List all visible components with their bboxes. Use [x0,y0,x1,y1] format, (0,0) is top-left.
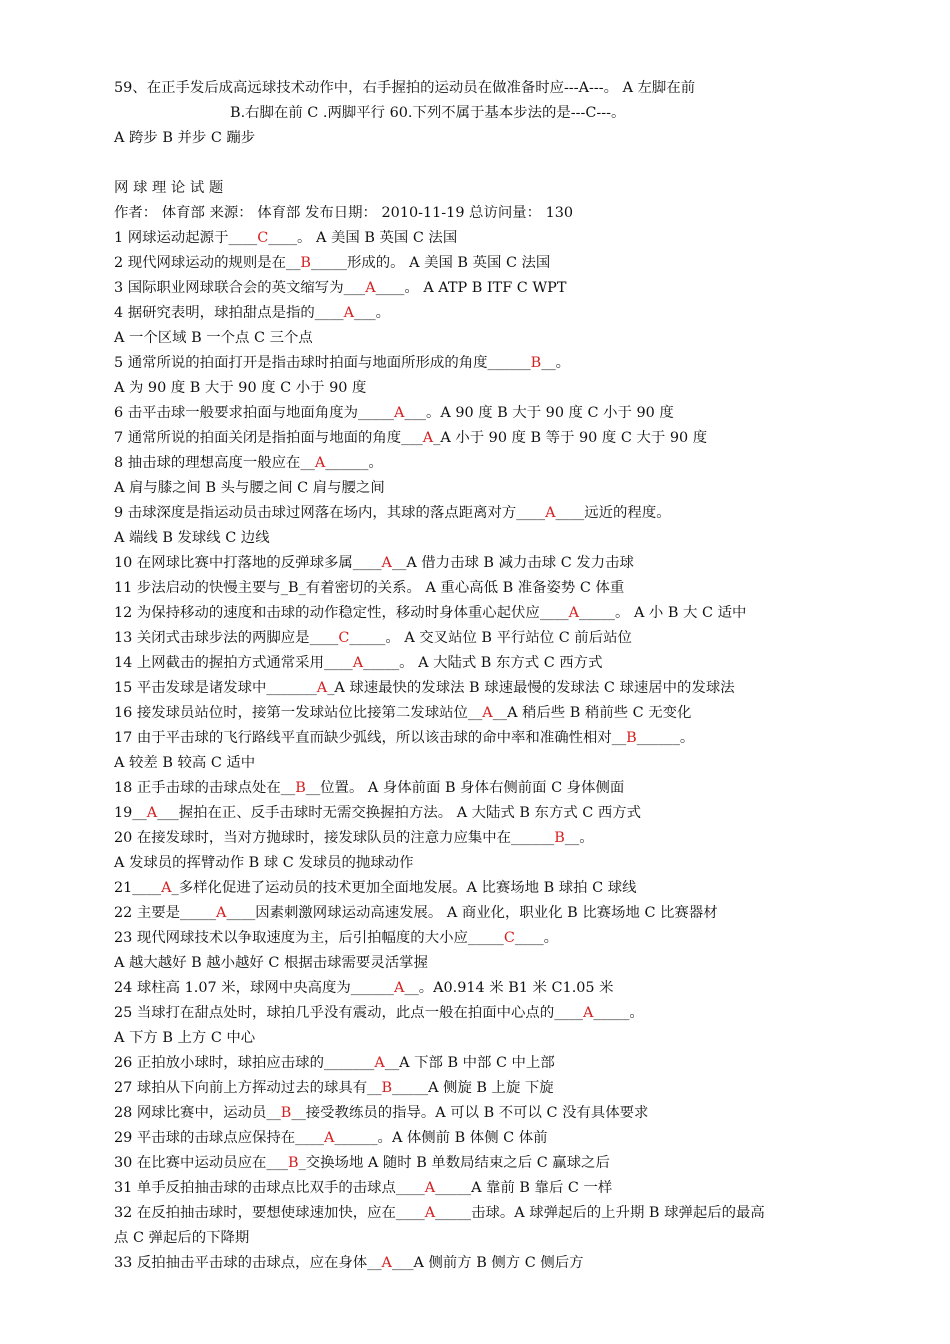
line-text: ______。A 体侧前 B 体侧 C 体前 [334,1130,548,1146]
line-text: 31 单手反拍抽击球的击球点比双手的击球点____ [114,1180,425,1196]
line-text: 24 球柱高 1.07 米，球网中央高度为______ [114,980,394,996]
line-text: 20 在接发球时，当对方抛球时，接发球队员的注意力应集中在______ [114,830,555,846]
answer-mark: A [381,1255,392,1271]
line-text: 30 在比赛中运动员应在___ [114,1155,288,1171]
answer-mark: C [338,630,350,646]
line-text: 23 现代网球技术以争取速度为主，后引拍幅度的大小应_____ [114,930,504,946]
text-line [114,728,694,748]
text-line [114,653,602,673]
answer-mark: A [314,455,326,471]
line-text: 11 步法启动的快慢主要与_B_有着密切的关系。 A 重心高低 B 准备姿势 C 体重 [114,580,625,596]
text-line [114,703,691,723]
line-text: _交换场地 A 随时 B 单数局结束之后 C 赢球之后 [298,1155,610,1171]
answer-mark: A [146,805,158,821]
line-text: 9 击球深度是指运动员击球过网落在场内，其球的落点距离对方____ [114,505,546,521]
line-text: 6 击平击球一般要求拍面与地面角度为_____ [114,405,394,421]
answer-mark: A [316,680,328,696]
text-line [114,1128,548,1148]
line-text: ___。 [354,305,390,321]
answer-mark: B [554,830,565,846]
line-text: ______。 [636,730,695,746]
line-text: ____因素刺激网球运动高速发展。 A 商业化，职业化 B 比赛场地 C 比赛器材 [226,905,718,921]
line-text: 29 平击球的击球点应保持在____ [114,1130,324,1146]
answer-mark: B [530,355,542,371]
line-text: 59、在正手发后成高远球技术动作中，右手握拍的运动员在做准备时应---A---。 A 左脚在前 [114,80,696,96]
line-text: __。 [564,830,594,846]
line-text: 26 正拍放小球时，球拍应击球的_______ [114,1055,375,1071]
line-text: 网 球 理 论 试 题 [114,180,224,196]
text-line [114,1028,255,1048]
answer-mark: A [393,405,405,421]
text-line [114,328,313,348]
line-text: A 发球员的挥臂动作 B 球 C 发球员的抛球动作 [114,855,414,871]
text-line [114,603,746,623]
text-line [114,903,718,923]
line-text: __位置。 A 身体前面 B 身体右侧前面 C 身体侧面 [305,780,625,796]
answer-mark: A [352,655,364,671]
text-line [114,228,457,248]
answer-mark: B [626,730,637,746]
text-line [114,503,671,523]
line-text: _____A 侧旋 B 上旋 下旋 [392,1080,554,1096]
line-text: 14 上网截击的握拍方式通常采用____ [114,655,353,671]
text-line [114,528,270,548]
answer-mark: C [503,930,515,946]
line-text: 2 现代网球运动的规则是在__ [114,255,301,271]
answer-mark: A [583,1005,594,1021]
answer-mark: A [381,555,392,571]
text-line [114,1203,765,1223]
answer-mark: A [161,880,172,896]
answer-mark: B [288,1155,299,1171]
text-line [114,1103,648,1123]
line-text: __接受教练员的指导。A 可以 B 不可以 C 没有具体要求 [291,1105,649,1121]
text-line [114,1153,610,1173]
line-text: A 较差 B 较高 C 适中 [114,755,256,771]
line-text: _____。 A 小 B 大 C 适中 [579,605,747,621]
text-line [114,1178,612,1198]
line-text: ____。 [514,930,559,946]
line-text: _A 球速最快的发球法 B 球速最慢的发球法 C 球速居中的发球法 [327,680,735,696]
text-line [114,553,634,573]
text-line [114,353,570,373]
answer-mark: A [422,430,434,446]
answer-mark: A [482,705,493,721]
text-line [114,203,573,223]
text-line [114,428,707,448]
line-text: 1 网球运动起源于____ [114,230,258,246]
line-text: 10 在网球比赛中打落地的反弹球多属____ [114,555,382,571]
line-text: 17 由于平击球的飞行路线平直而缺少弧线，所以该击球的命中率和准确性相对__ [114,730,627,746]
text-line [114,278,566,298]
answer-mark: B [381,1080,393,1096]
text-line [114,828,594,848]
line-text: 18 正手击球的击球点处在__ [114,780,296,796]
text-line [230,103,625,123]
text-line [114,628,632,648]
text-line [114,378,366,398]
line-text: _____A 靠前 B 靠后 C 一样 [435,1180,613,1196]
answer-mark: A [568,605,580,621]
line-text: 3 国际职业网球联合会的英文缩写为___ [114,280,366,296]
line-text: 点 C 弹起后的下降期 [114,1230,250,1246]
text-line [114,978,614,998]
line-text: __A 借力击球 B 减力击球 C 发力击球 [391,555,634,571]
line-text: 作者： 体育部 来源： 体育部 发布日期： 2010-11-19 总访问量： 130 [114,205,574,221]
line-text: A 跨步 B 并步 C 蹦步 [114,130,256,146]
text-line [114,853,414,873]
line-text: __A 下部 B 中部 C 中上部 [384,1055,555,1071]
line-text: _____形成的。 A 美国 B 英国 C 法国 [311,255,551,271]
line-text: 13 关闭式击球步法的两脚应是____ [114,630,339,646]
answer-mark: B [300,255,311,271]
text-line [114,1003,644,1023]
line-text: 12 为保持移动的速度和击球的动作稳定性，移动时身体重心起伏应____ [114,605,569,621]
line-text: 8 抽击球的理想高度一般应在__ [114,455,315,471]
line-text: A 下方 B 上方 C 中心 [114,1030,256,1046]
line-text: _____。 A 大陆式 B 东方式 C 西方式 [363,655,603,671]
text-line [114,578,624,598]
answer-mark: A [323,1130,335,1146]
line-text: 27 球拍从下向前上方挥动过去的球具有__ [114,1080,382,1096]
answer-mark: C [257,230,269,246]
answer-mark: A [374,1055,385,1071]
line-text: 22 主要是_____ [114,905,217,921]
line-text: ______。 [325,455,383,471]
line-text: ___。A 90 度 B 大于 90 度 C 小于 90 度 [404,405,674,421]
line-text: ____远近的程度。 [555,505,671,521]
answer-mark: A [365,280,376,296]
line-text: A 一个区域 B 一个点 C 三个点 [114,330,313,346]
line-text: 7 通常所说的拍面关闭是指拍面与地面的角度___ [114,430,423,446]
line-text: ____。 A 美国 B 英国 C 法国 [268,230,458,246]
text-line [114,128,255,148]
answer-mark: A [545,505,556,521]
line-text: _____。 [593,1005,644,1021]
line-text: A 越大越好 B 越小越好 C 根据击球需要灵活掌握 [114,955,428,971]
line-text: ___A 侧前方 B 侧方 C 侧后方 [391,1255,584,1271]
text-line [114,1053,555,1073]
answer-mark: B [280,1105,292,1121]
text-line [114,253,550,273]
text-line [114,928,558,948]
text-line [114,803,641,823]
line-text: _多样化促进了运动员的技术更加全面地发展。A 比赛场地 B 球拍 C 球线 [171,880,637,896]
line-text: 19__ [114,805,147,821]
text-line [114,78,695,98]
line-text: 25 当球打在甜点处时，球拍几乎没有震动，此点一般在拍面中心点的____ [114,1005,583,1021]
text-line [114,403,674,423]
line-text: 5 通常所说的拍面打开是指击球时拍面与地面所形成的角度______ [114,355,531,371]
line-text: 16 接发球员站位时，接第一发球站位比接第二发球站位__ [114,705,483,721]
text-line [114,453,383,473]
answer-mark: B [295,780,306,796]
line-text: A 肩与膝之间 B 头与腰之间 C 肩与腰之间 [114,480,385,496]
answer-mark: A [424,1205,436,1221]
line-text: 21____ [114,880,162,896]
line-text: 33 反拍抽击平击球的击球点，应在身体__ [114,1255,382,1271]
line-text: _A 小于 90 度 B 等于 90 度 C 大于 90 度 [433,430,708,446]
line-text: _____击球。A 球弹起后的上升期 B 球弹起后的最高 [435,1205,765,1221]
line-text: 4 据研究表明，球拍甜点是指的____ [114,305,344,321]
text-line [114,178,223,198]
text-line [114,478,385,498]
text-line [114,778,624,798]
text-line [114,303,390,323]
line-text: __A 稍后些 B 稍前些 C 无变化 [492,705,692,721]
answer-mark: A [424,1180,436,1196]
line-text: __。A0.914 米 B1 米 C1.05 米 [404,980,614,996]
line-text: A 端线 B 发球线 C 边线 [114,530,270,546]
text-line [114,753,255,773]
line-text: ____。 A ATP B ITF C WPT [375,280,567,296]
line-text: 15 平击发球是诸发球中_______ [114,680,317,696]
text-line [114,878,637,898]
line-text: A 为 90 度 B 大于 90 度 C 小于 90 度 [114,380,367,396]
line-text: __。 [541,355,571,371]
line-text: ___握拍在正、反手击球时无需交换握拍方法。 A 大陆式 B 东方式 C 西方式 [157,805,642,821]
text-line [114,1228,249,1248]
answer-mark: A [393,980,405,996]
answer-mark: A [343,305,354,321]
text-line [114,1253,584,1273]
line-text: _____。 A 交叉站位 B 平行站位 C 前后站位 [349,630,632,646]
line-text: 32 在反拍抽击球时，要想使球速加快，应在____ [114,1205,425,1221]
line-text: 28 网球比赛中，运动员__ [114,1105,281,1121]
text-line [114,953,428,973]
text-line [114,678,735,698]
answer-mark: A [216,905,227,921]
line-text: B.右脚在前 C .两脚平行 60.下列不属于基本步法的是---C---。 [230,105,626,121]
text-line [114,1078,554,1098]
